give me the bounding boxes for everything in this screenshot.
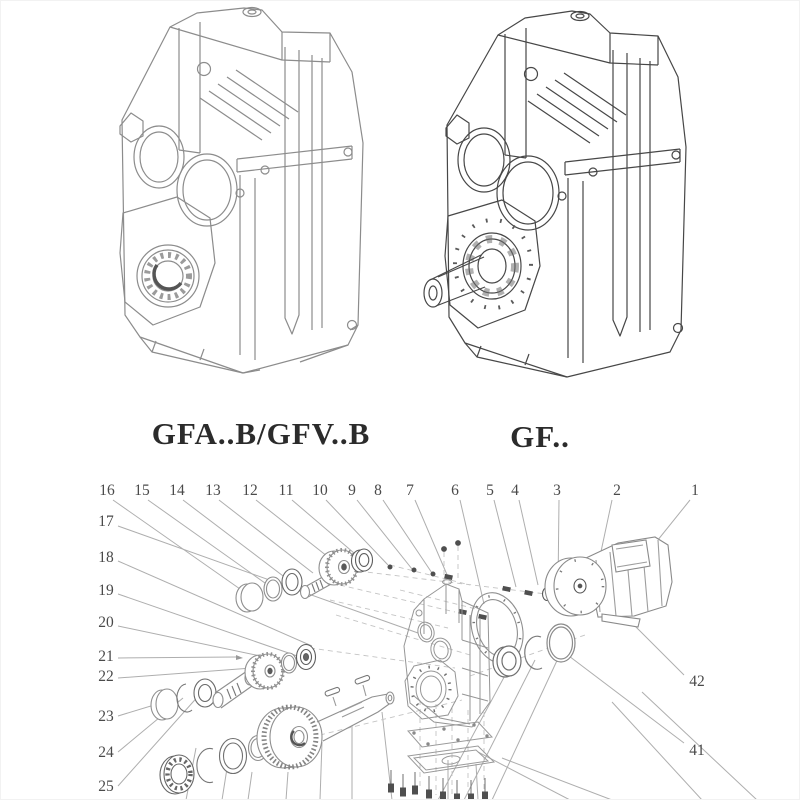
callout-5: 5 [486, 482, 494, 499]
gearbox-drawing-gfab [120, 8, 363, 374]
callout-19: 19 [98, 582, 114, 599]
callout-20: 20 [98, 614, 114, 631]
callout-17: 17 [98, 513, 114, 530]
callout-11: 11 [278, 482, 294, 499]
callout-12: 12 [242, 482, 258, 499]
callout-6: 6 [451, 482, 459, 499]
callout-22: 22 [98, 668, 114, 685]
callout-16: 16 [99, 482, 115, 499]
callout-7: 7 [406, 482, 414, 499]
callout-4: 4 [511, 482, 519, 499]
page-edge [1, 1, 800, 800]
callout-10: 10 [312, 482, 328, 499]
model-label-gf: GF.. [510, 419, 570, 454]
callout-42: 42 [689, 673, 705, 690]
model-label-gfab: GFA..B/GFV..B [151, 416, 371, 451]
gearbox-drawing-gf [424, 11, 686, 377]
callout-21: 21 [98, 648, 114, 665]
callout-14: 14 [169, 482, 185, 499]
callout-41: 41 [689, 742, 705, 759]
callout-9: 9 [348, 482, 356, 499]
callout-3: 3 [553, 482, 561, 499]
callout-2: 2 [613, 482, 621, 499]
callout-15: 15 [134, 482, 150, 499]
assembly-axis-lines [310, 546, 585, 795]
motor [545, 537, 672, 627]
callout-24: 24 [98, 744, 114, 761]
callout-1: 1 [691, 482, 699, 499]
input-gear-train [236, 549, 373, 612]
callout-13: 13 [205, 482, 221, 499]
bearing-and-snap-rings [493, 624, 575, 677]
callout-8: 8 [374, 482, 382, 499]
callout-23: 23 [98, 708, 114, 725]
callout-25: 25 [98, 778, 114, 795]
callout-18: 18 [98, 549, 114, 566]
